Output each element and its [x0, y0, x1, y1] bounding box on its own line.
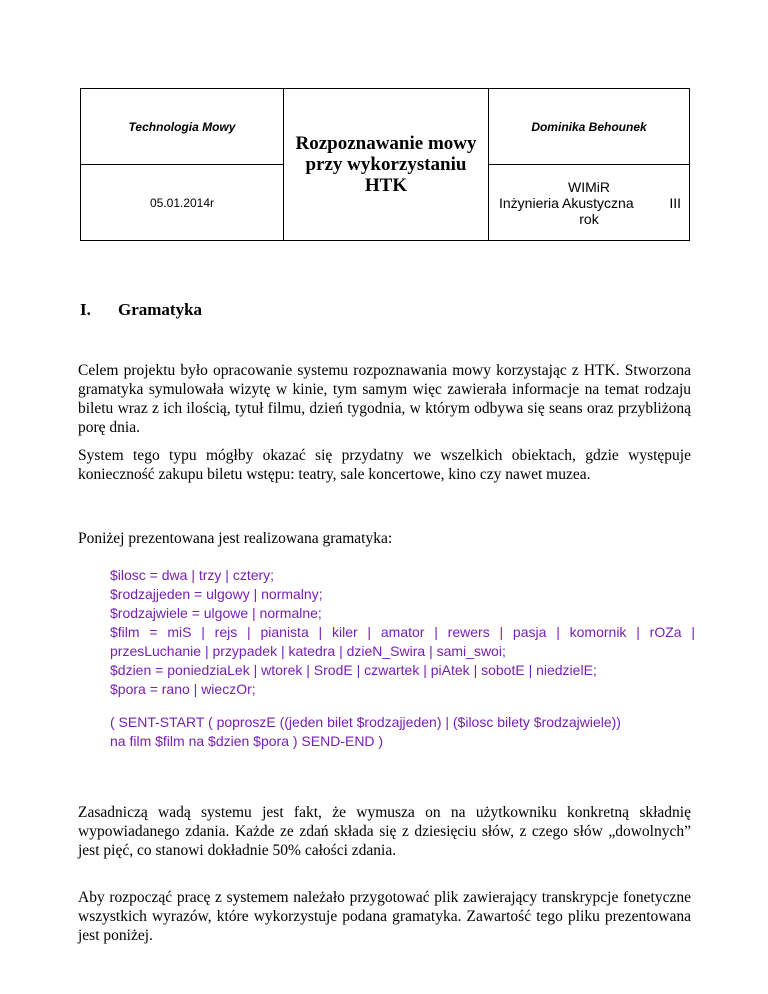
faculty: WIMiR [568, 178, 610, 195]
title-line: HTK [364, 175, 408, 196]
grammar-line: przesLuchanie | przypadek | katedra | dzieN_Swira | sami_swoi; [110, 643, 506, 659]
grammar-definitions [110, 566, 695, 699]
grammar-line: $film = miS | rejs | pianista | kiler | amator | rewers | pasja | komornik | rOZa | [110, 624, 695, 640]
grammar-intro-paragraph: Poniżej prezentowana jest realizowana gramatyka: [78, 530, 393, 547]
author-cell [489, 89, 690, 165]
limitation-paragraph: Zasadniczą wadą systemu jest fakt, że wymusza on na użytkowniku konkretną składnię wypowiadanego zdania. Każde ze zdań składa się z dziesięciu słów, z czego słów „dowolnych” jest pięć, co stanowi dokładnie 50% całości zdania. [78, 804, 691, 859]
grammar-rule [110, 713, 695, 751]
year-word: rok [579, 210, 599, 227]
section-heading [80, 300, 202, 320]
course-name: Technologia Mowy [128, 119, 236, 134]
section-title: Gramatyka [118, 300, 203, 319]
intro-paragraph: Celem projektu było opracowanie systemu rozpoznawania mowy korzystając z HTK. Stworzona gramatyka symulowała wizytę w kinie, tym samym więc zawierała informacje na temat rodzaju biletu wraz z ich ilością, tytuł filmu, dzień tygodnia, w którym odbywa się seans oraz przybliżoną porę dnia. [78, 362, 691, 436]
program: Inżynieria Akustyczna [499, 194, 634, 211]
grammar-line: $rodzajwiele = ulgowe | normalne; [110, 605, 322, 621]
header-table [80, 88, 690, 241]
affiliation [489, 179, 689, 227]
author-name: Dominika Behounek [531, 119, 647, 134]
affiliation-cell [489, 165, 690, 241]
grammar-rule-line: ( SENT-START ( poproszE ((jeden bilet $rodzajjeden) | ($ilosc bilety $rodzajwiele)) [110, 714, 621, 730]
course-cell [81, 89, 284, 165]
dictionary-paragraph: Aby rozpocząć pracę z systemem należało przygotować plik zawierający transkrypcje fonetyczne wszystkich wyrazów, które wykorzystuje podana gramatyka. Zawartość tego pliku prezentowana jest poniżej. [78, 889, 691, 944]
grammar-line: $dzien = poniedziaLek | wtorek | SrodE | czwartek | piAtek | sobotE | niedzielE; [110, 662, 597, 678]
date: 05.01.2014r [149, 195, 215, 210]
title-line: Rozpoznawanie mowy [295, 133, 477, 154]
title-cell [284, 89, 489, 241]
title-line: przy wykorzystaniu [305, 154, 467, 175]
grammar-line: $pora = rano | wieczOr; [110, 681, 256, 697]
grammar-line: $rodzajjeden = ulgowy | normalny; [110, 586, 323, 602]
grammar-rule-line: na film $film na $dzien $pora ) SEND-END ) [110, 733, 384, 749]
grammar-line: $ilosc = dwa | trzy | cztery; [110, 567, 275, 583]
usage-paragraph: System tego typu mógłby okazać się przydatny we wszelkich obiektach, gdzie występuje konieczność zakupu biletu wstępu: teatry, sale koncertowe, kino czy nawet muzea. [78, 447, 691, 483]
date-cell [81, 165, 284, 241]
section-number: I. [80, 300, 91, 319]
year-number: III [669, 194, 681, 211]
